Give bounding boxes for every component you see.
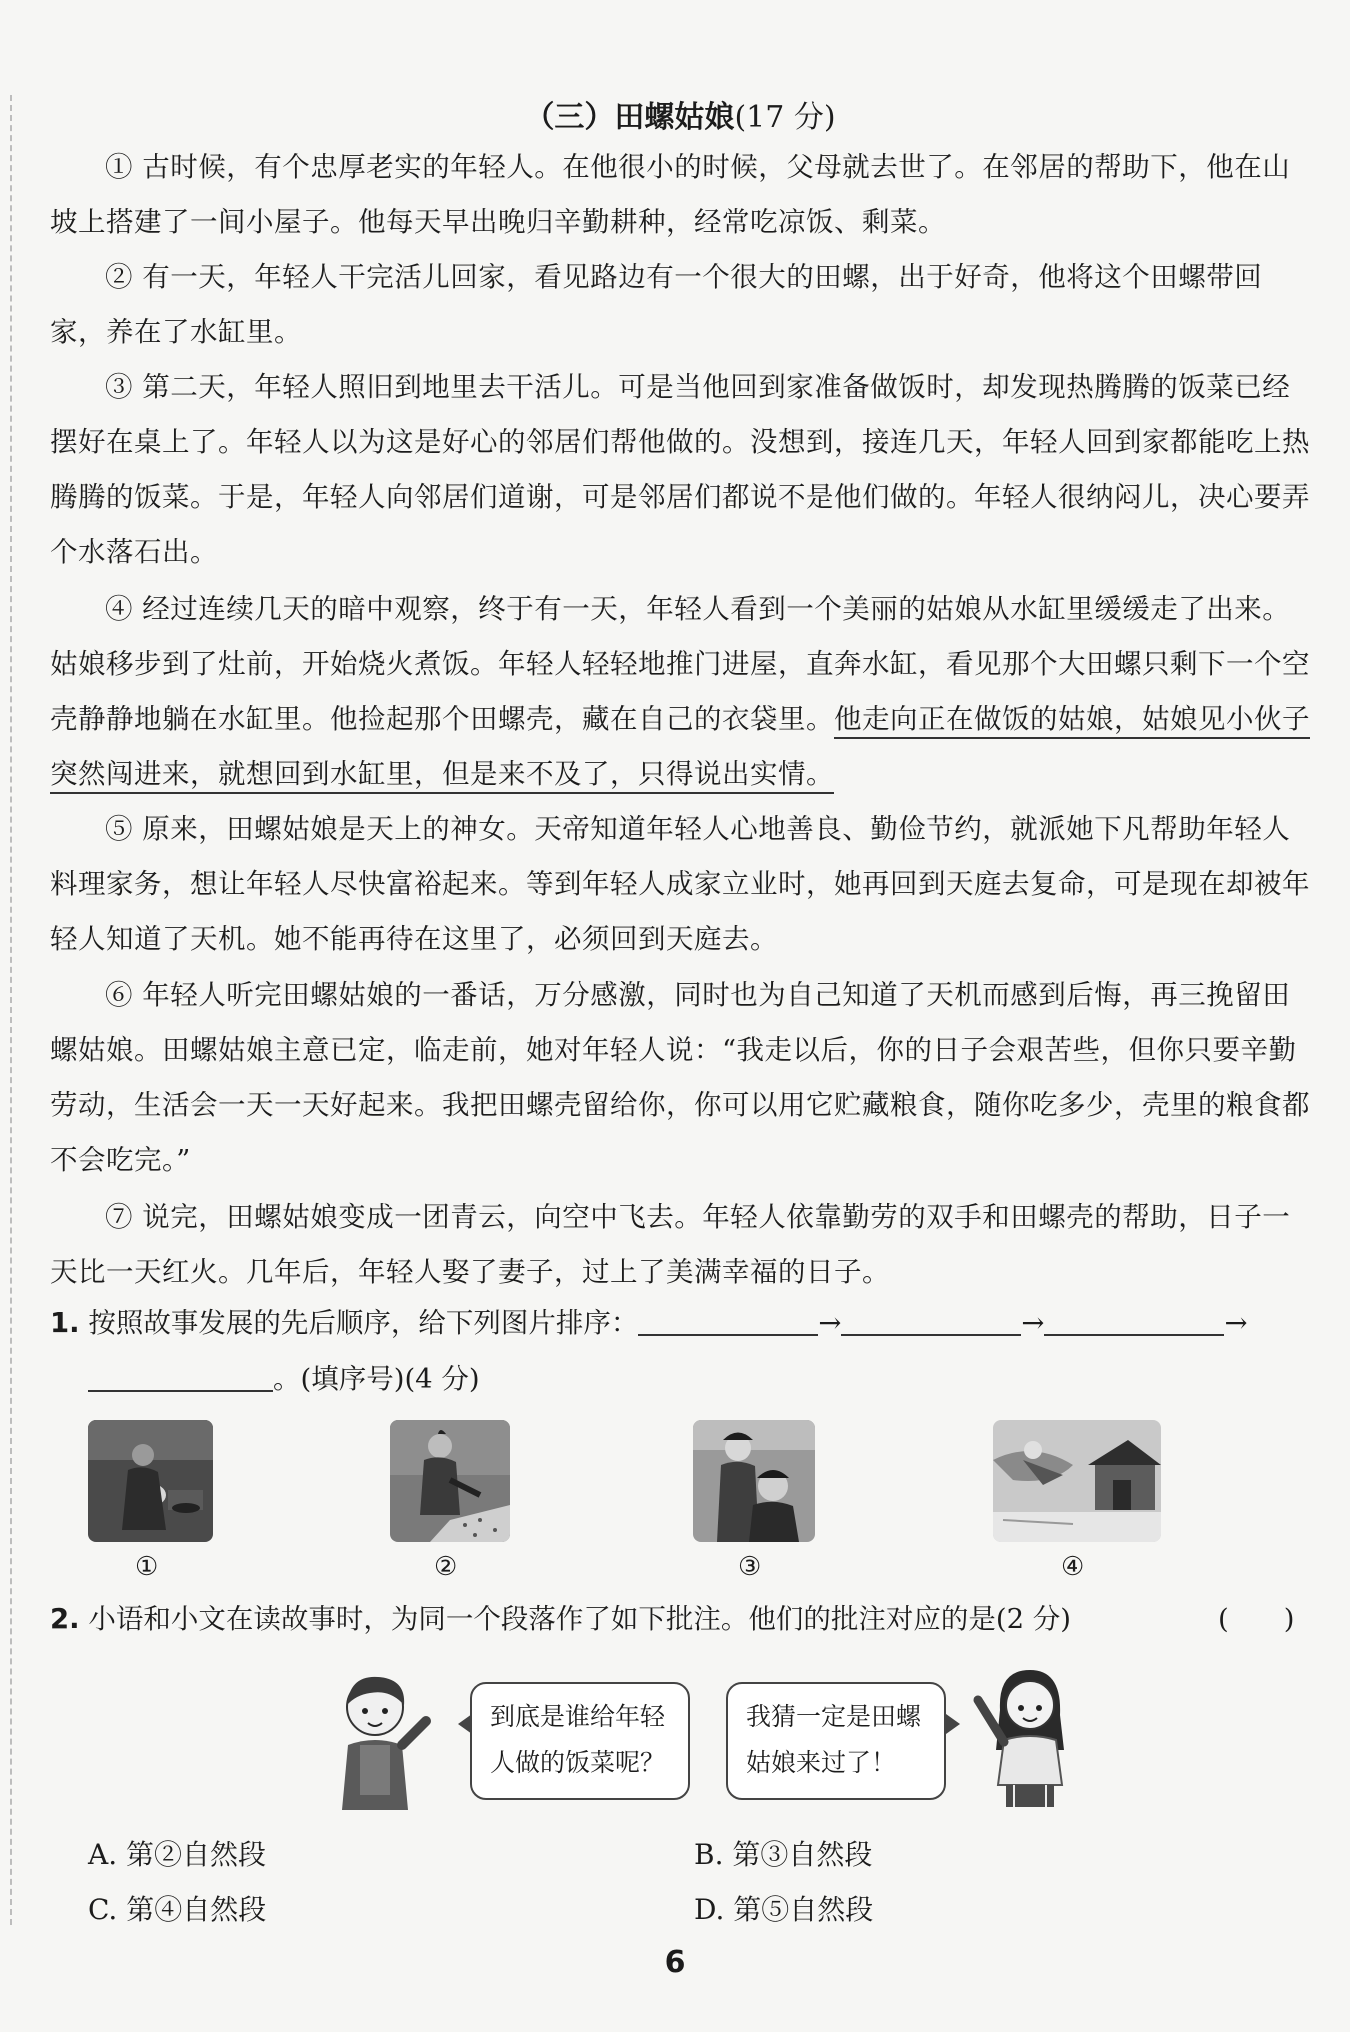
- option-letter: A.: [88, 1838, 118, 1871]
- question-text: 小语和小文在读故事时，为同一个段落作了如下批注。他们的批注对应的是(2 分): [88, 1603, 1072, 1635]
- paragraph-2: [50, 250, 1310, 360]
- question-1: [50, 1296, 1247, 1351]
- bubble-line: 我猜一定是田螺: [746, 1702, 922, 1731]
- paragraph-7: [50, 1190, 1310, 1300]
- option-text: 第④自然段: [126, 1893, 267, 1926]
- option-letter: B.: [694, 1838, 724, 1871]
- paragraph-number: ④: [105, 593, 133, 625]
- question-1-line-2: [88, 1352, 480, 1407]
- option-letter: C.: [88, 1893, 118, 1926]
- story-picture-2: [390, 1420, 510, 1542]
- paragraph-5: [50, 802, 1310, 967]
- paragraph-number: ②: [105, 261, 133, 293]
- answer-parentheses[interactable]: ( ): [1218, 1603, 1295, 1635]
- answer-blank-2[interactable]: [841, 1306, 1021, 1336]
- paragraph-number: ⑥: [105, 979, 133, 1011]
- question-score: 。(填序号)(4 分): [273, 1363, 480, 1395]
- paragraph-1: [50, 140, 1310, 250]
- bubble-pointer: [946, 1714, 960, 1734]
- option-c[interactable]: [88, 1888, 266, 1928]
- question-text: 按照故事发展的先后顺序，给下列图片排序：: [88, 1307, 639, 1339]
- paragraph-number: ⑤: [105, 813, 133, 845]
- question-2: [50, 1592, 1071, 1647]
- option-letter: D.: [694, 1893, 725, 1926]
- bubble-line: 人做的饭菜呢？: [490, 1748, 666, 1777]
- speech-bubble-boy: [470, 1682, 690, 1800]
- binding-margin-line: [10, 95, 12, 1925]
- option-d[interactable]: [694, 1888, 873, 1928]
- picture-label-1: ①: [135, 1552, 159, 1582]
- paragraph-text: 原来，田螺姑娘是天上的神女。天帝知道年轻人心地善良、勤俭节约，就派她下凡帮助年轻人料理家务，想让年轻人尽快富裕起来。等到年轻人成家立业时，她再回到天庭去复命，可是现在却被年轻人知道了天机。她不能再待在这里了，必须回到天庭去。: [50, 813, 1310, 955]
- answer-blank-4[interactable]: [88, 1362, 273, 1392]
- paragraph-number: ①: [105, 151, 133, 183]
- arrow-icon: →: [1224, 1307, 1248, 1339]
- option-text: 第③自然段: [732, 1838, 873, 1871]
- paragraph-3: [50, 360, 1310, 580]
- question-number: 1.: [50, 1307, 80, 1339]
- paragraph-text: 第二天，年轻人照旧到地里去干活儿。可是当他回到家准备做饭时，却发现热腾腾的饭菜已经摆好在桌上了。年轻人以为这是好心的邻居们帮他做的。没想到，接连几天，年轻人回到家都能吃上热腾腾的饭菜。于是，年轻人向邻居们道谢，可是邻居们都说不是他们做的。年轻人很纳闷儿，决心要弄个水落石出。: [50, 371, 1310, 568]
- paragraph-number: ⑦: [105, 1201, 133, 1233]
- paragraph-number: ③: [105, 371, 133, 403]
- option-a[interactable]: [88, 1833, 266, 1873]
- bubble-line: 姑娘来过了！: [746, 1748, 897, 1777]
- option-text: 第⑤自然段: [733, 1893, 874, 1926]
- option-b[interactable]: [694, 1833, 872, 1873]
- paragraph-text: 说完，田螺姑娘变成一团青云，向空中飞去。年轻人依靠勤劳的双手和田螺壳的帮助，日子一天比一天红火。几年后，年轻人娶了妻子，过上了美满幸福的日子。: [50, 1201, 1291, 1288]
- bubble-pointer: [458, 1714, 472, 1734]
- picture-label-3: ③: [738, 1552, 762, 1582]
- paragraph-text: 经过连续几天的暗中观察，终于有一天，年轻人看到一个美丽的姑娘从水缸里缓缓走了出来。姑娘移步到了灶前，开始烧火煮饭。年轻人轻轻地推门进屋，直奔水缸，看见那个大田螺只剩下一个空壳静静地躺在水缸里。他捡起那个田螺壳，藏在自己的衣袋里。: [50, 593, 1310, 735]
- answer-blank-3[interactable]: [1044, 1306, 1224, 1336]
- section-title: [50, 92, 1310, 136]
- paragraph-text: 有一天，年轻人干完活儿回家，看见路边有一个很大的田螺，出于好奇，他将这个田螺带回家，养在了水缸里。: [50, 261, 1263, 348]
- story-picture-3: [693, 1420, 815, 1542]
- page-number: 6: [664, 1945, 686, 1980]
- story-picture-4: [993, 1420, 1161, 1542]
- question-number: 2.: [50, 1603, 80, 1635]
- underlined-sentence: 他走向正在做饭的姑娘，姑娘见小伙子突然闯进来，就想回到水缸里，但是来不及了，只得说出实情。: [50, 703, 1310, 794]
- arrow-icon: →: [818, 1307, 842, 1339]
- bubble-line: 到底是谁给年轻: [490, 1702, 666, 1731]
- paragraph-6: [50, 968, 1310, 1188]
- section-title-text: （三）田螺姑娘: [524, 100, 735, 135]
- picture-label-4: ④: [1061, 1552, 1085, 1582]
- section-score: (17 分): [734, 100, 836, 135]
- paragraph-text: 古时候，有个忠厚老实的年轻人。在他很小的时候，父母就去世了。在邻居的帮助下，他在山坡上搭建了一间小屋子。他每天早出晚归辛勤耕种，经常吃凉饭、剩菜。: [50, 151, 1291, 238]
- arrow-icon: →: [1021, 1307, 1045, 1339]
- girl-illustration: [968, 1660, 1088, 1810]
- option-text: 第②自然段: [126, 1838, 267, 1871]
- paragraph-4: [50, 582, 1310, 802]
- speech-bubble-girl: [726, 1682, 946, 1800]
- boy-illustration: [320, 1665, 440, 1815]
- story-picture-1: [88, 1420, 213, 1542]
- answer-blank-1[interactable]: [638, 1306, 818, 1336]
- picture-label-2: ②: [434, 1552, 458, 1582]
- paragraph-text: 年轻人听完田螺姑娘的一番话，万分感激，同时也为自己知道了天机而感到后悔，再三挽留田螺姑娘。田螺姑娘主意已定，临走前，她对年轻人说：“我走以后，你的日子会艰苦些，但你只要辛勤劳动，生活会一天一天好起来。我把田螺壳留给你，你可以用它贮藏粮食，随你吃多少，壳里的粮食都不会吃完。”: [50, 979, 1310, 1176]
